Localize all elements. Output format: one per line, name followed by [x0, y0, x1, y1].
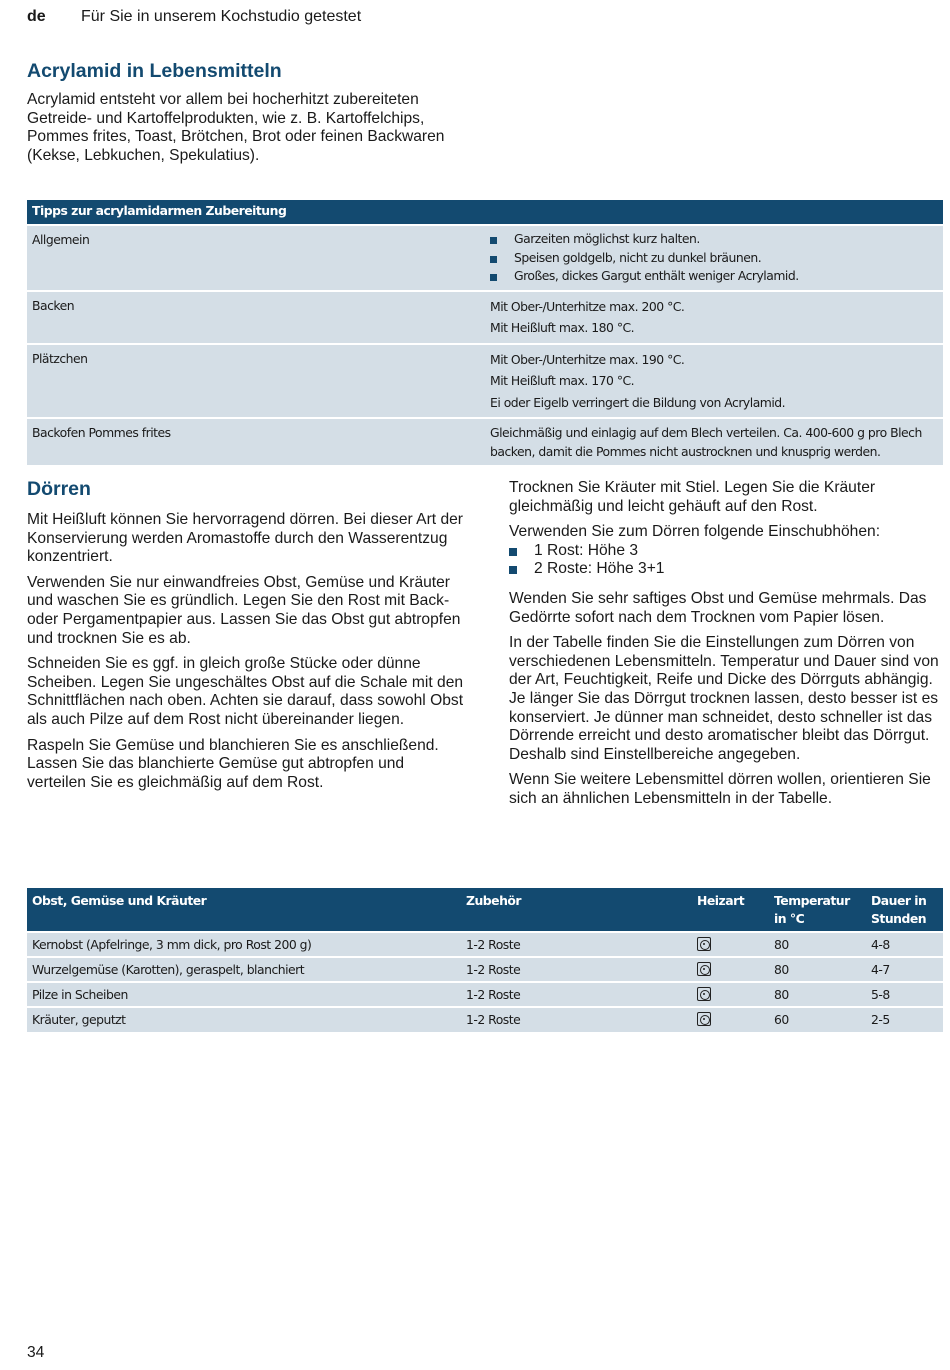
list-item: 1 Rost: Höhe 3 [509, 542, 945, 561]
cell-heating-mode [692, 1007, 769, 1032]
acrylamid-tips-table [27, 200, 943, 465]
doerren-right-column [509, 479, 945, 816]
cell-food: Wurzelgemüse (Karotten), geraspelt, blanchiert [27, 957, 461, 982]
cell-duration: 2-5 [866, 1007, 943, 1032]
tips-row-label: Backen [27, 291, 485, 344]
table-row [27, 957, 943, 982]
hot-air-fan-icon [697, 987, 711, 1001]
doerren-left-column [27, 477, 467, 799]
page-number: 34 [27, 1344, 45, 1361]
column-header-temperature: Temperatur in °C [769, 888, 866, 932]
acrylamid-heading: Acrylamid in Lebensmitteln [27, 60, 282, 82]
cell-food: Kernobst (Apfelringe, 3 mm dick, pro Rost 200 g) [27, 932, 461, 957]
running-header-title: Für Sie in unserem Kochstudio getestet [81, 8, 362, 25]
cell-duration: 5-8 [866, 982, 943, 1007]
column-header-heating-mode: Heizart [692, 888, 769, 932]
cell-duration: 4-8 [866, 932, 943, 957]
cell-temperature: 60 [769, 1007, 866, 1032]
language-code: de [27, 8, 46, 25]
cell-heating-mode [692, 957, 769, 982]
shelf-level-list [509, 542, 945, 579]
tips-table-header-row [27, 200, 943, 225]
tips-bullet-list [490, 230, 938, 286]
tips-row-label: Plätzchen [27, 344, 485, 419]
doerren-paragraph: Wenden Sie sehr saftiges Obst und Gemüse mehrmals. Das Gedörrte sofort nach dem Trocknen vom Papier lösen. [509, 589, 927, 626]
cell-temperature: 80 [769, 957, 866, 982]
list-item: Speisen goldgelb, nicht zu dunkel bräunen. [490, 249, 938, 268]
hot-air-fan-icon [697, 937, 711, 951]
table-row [27, 291, 943, 344]
acrylamid-section [27, 59, 467, 165]
table-row [27, 344, 943, 419]
cell-accessory: 1-2 Roste [461, 982, 692, 1007]
acrylamid-text: Acrylamid entsteht vor allem bei hocherhitzt zubereiteten Getreide- und Kartoffelprodukten, wie z. B. Kartoffelchips, Pommes frites, Toast, Brötchen, Brot oder feinen Backwaren (Kekse, Lebkuchen, Spekulatius). [27, 91, 445, 164]
doerren-paragraph: Mit Heißluft können Sie hervorragend dörren. Bei dieser Art der Konservierung werden Aromastoffe durch den Wasserentzug konzentriert. [27, 511, 463, 566]
tips-line: Mit Heißluft max. 180 °C. [490, 320, 635, 335]
table-row [27, 932, 943, 957]
doerren-paragraph: Schneiden Sie es ggf. in gleich große Stücke oder dünne Scheiben. Legen Sie ungeschältes Obst auf die Schale mit den Schnittflächen nach oben. Achten sie darauf, dass sowohl Obst als auch Pilze auf dem Rost nicht übereinander liegen. [27, 655, 464, 728]
tips-line: Mit Heißluft max. 170 °C. [490, 373, 635, 388]
doerren-paragraph: Wenn Sie weitere Lebensmittel dörren wollen, orientieren Sie sich an ähnlichen Lebensmitteln in der Tabelle. [509, 771, 931, 807]
column-header-accessory: Zubehör [461, 888, 692, 932]
table-row [27, 418, 943, 465]
cell-food: Pilze in Scheiben [27, 982, 461, 1007]
tips-row-content [485, 225, 943, 291]
hot-air-fan-icon [697, 1012, 711, 1026]
list-item: Großes, dickes Gargut enthält weniger Acrylamid. [490, 267, 938, 286]
cell-heating-mode [692, 932, 769, 957]
doerren-paragraph: Raspeln Sie Gemüse und blanchieren Sie es anschließend. Lassen Sie das blanchierte Gemüse gut abtropfen und verteilen Sie es gleichmäßig auf dem Rost. [27, 736, 439, 791]
tips-line: Ei oder Eigelb verringert die Bildung von Acrylamid. [490, 394, 786, 410]
table-row [27, 982, 943, 1007]
doerren-paragraph: Verwenden Sie zum Dörren folgende Einschubhöhen: [509, 523, 881, 541]
hot-air-fan-icon [697, 962, 711, 976]
cell-duration: 4-7 [866, 957, 943, 982]
drying-table-header-row [27, 888, 943, 932]
cell-temperature: 80 [769, 982, 866, 1007]
tips-row-label: Backofen Pommes frites [27, 418, 485, 465]
running-header [27, 7, 361, 27]
table-row [27, 225, 943, 291]
tips-row-content [485, 344, 943, 419]
tips-row-content [485, 291, 943, 344]
list-item: Garzeiten möglichst kurz halten. [490, 230, 938, 249]
tips-line: Mit Ober-/Unterhitze max. 200 °C. [490, 298, 685, 314]
doerren-paragraph: In der Tabelle finden Sie die Einstellungen zum Dörren von verschiedenen Lebensmitteln. Temperatur und Dauer sind von der Art, Feuchtigkeit, Reife und Dicke des Dörrguts abhängig. Je länger Sie das Dörrgut trocknen lassen, desto besser ist es konserviert. Je dünner man schneidet, desto schneller ist das Dörrende erreicht und desto aromatischer bleibt das Dörrgut. Deshalb sind Einstellbereiche angegeben. [509, 634, 939, 763]
tips-row-label: Allgemein [27, 225, 485, 291]
drying-settings-table [27, 888, 943, 1032]
table-row [27, 1007, 943, 1032]
cell-food: Kräuter, geputzt [27, 1007, 461, 1032]
cell-heating-mode [692, 982, 769, 1007]
column-header-duration: Dauer in Stunden [866, 888, 943, 932]
cell-accessory: 1-2 Roste [461, 1007, 692, 1032]
doerren-paragraph: Trocknen Sie Kräuter mit Stiel. Legen Sie die Kräuter gleichmäßig und leicht gehäuft auf den Rost. [509, 479, 876, 515]
tips-table-header: Tipps zur acrylamidarmen Zubereitung [27, 200, 943, 225]
doerren-heading: Dörren [27, 478, 91, 500]
cell-accessory: 1-2 Roste [461, 957, 692, 982]
cell-accessory: 1-2 Roste [461, 932, 692, 957]
tips-line: Mit Ober-/Unterhitze max. 190 °C. [490, 351, 685, 367]
doerren-paragraph: Verwenden Sie nur einwandfreies Obst, Gemüse und Kräuter und waschen Sie es gründlich. Legen Sie den Rost mit Back- oder Pergamentpapier aus. Lassen Sie das Obst gut abtropfen und trocknen Sie es ab. [27, 573, 461, 647]
tips-row-content: Gleichmäßig und einlagig auf dem Blech verteilen. Ca. 400-600 g pro Blech backen, damit die Pommes nicht austrocknen und knusprig werden. [485, 418, 943, 465]
list-item: 2 Roste: Höhe 3+1 [509, 560, 945, 579]
cell-temperature: 80 [769, 932, 866, 957]
column-header-food: Obst, Gemüse und Kräuter [27, 888, 461, 932]
